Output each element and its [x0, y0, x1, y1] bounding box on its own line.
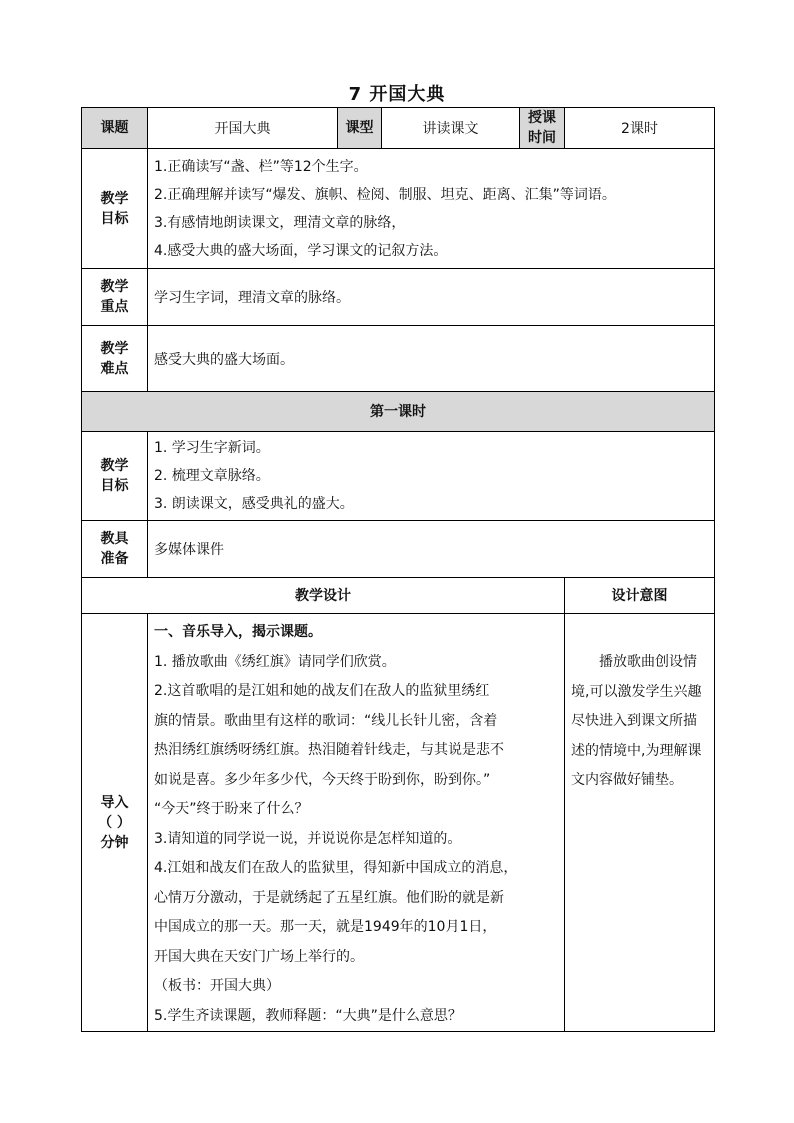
- tools-label-line1: 教具: [100, 531, 129, 547]
- lesson1-heading-row: [82, 392, 715, 432]
- design-line: 5.学生齐读课题，教师释题：“大典”是什么意思？: [154, 1007, 462, 1024]
- design-line: 旗的情景。歌曲里有这样的歌词：“线儿长针儿密，含着: [154, 712, 498, 729]
- design-header-row: [82, 578, 715, 614]
- design-line: 2.这首歌唱的是江姐和她的战友们在敌人的监狱里绣红: [154, 683, 490, 699]
- lesson1-goals-label-line1: 教学: [100, 458, 129, 474]
- difficulties-label-line1: 教学: [100, 340, 129, 357]
- time-value: 2课时: [565, 108, 715, 149]
- key-points-text: 学习生字词，理清文章的脉络。: [148, 269, 715, 326]
- design-content: [148, 614, 565, 1032]
- design-line: 热泪绣红旗绣呀绣红旗。热泪随着针线走，与其说是悲不: [154, 742, 504, 758]
- design-line: 开国大典在天安门广场上举行的。: [154, 948, 364, 965]
- design-line: 3.请知道的同学说一说，并说说你是怎样知道的。: [154, 830, 462, 847]
- design-line: “今天”终于盼来了什么？: [154, 801, 309, 817]
- design-body-row: [82, 614, 715, 1032]
- difficulties-label: [82, 326, 148, 392]
- design-line: 1. 播放歌曲《绣红旗》请同学们欣赏。: [154, 653, 396, 670]
- time-label-line1: 授课: [528, 110, 556, 126]
- key-points-label-line1: 教学: [100, 279, 129, 295]
- time-label: [520, 108, 565, 149]
- goal-item: 2.正确理解并读写“爆发、旗帜、检阅、制服、坦克、距离、汇集”等词语。: [154, 186, 616, 203]
- design-line: （板书：开国大典）: [154, 978, 280, 994]
- goal-item: 4.感受大典的盛大场面，学习课文的记叙方法。: [154, 242, 448, 259]
- lesson1-goals-content: [148, 432, 715, 521]
- time-label-line2: 时间: [528, 130, 556, 146]
- key-points-label-line2: 重点: [100, 299, 129, 315]
- tools-text: 多媒体课件: [148, 521, 715, 578]
- goal-item: 3.有感情地朗读课文，理清文章的脉络，: [154, 214, 406, 231]
- intro-label-line3: 分钟: [100, 834, 129, 851]
- design-line: 中国成立的那一天。那一天，就是1949年的10月1日，: [154, 919, 497, 935]
- difficulties-text: 感受大典的盛大场面。: [148, 326, 715, 392]
- type-value: 讲读课文: [382, 108, 520, 149]
- design-column-title: 教学设计: [82, 578, 565, 614]
- design-intent-text: 播放歌曲创设情境,可以激发学生兴趣尽快进入到课文所描述的情境中,为理解课文内容做好铺垫。: [565, 614, 715, 1032]
- lesson1-goal-item: 3. 朗读课文，感受典礼的盛大。: [154, 496, 354, 512]
- page-title: 7 开国大典: [348, 84, 446, 105]
- tools-label: [82, 521, 148, 578]
- key-points-label: [82, 269, 148, 326]
- design-line: 4.江姐和战友们在敌人的监狱里，得知新中国成立的消息，: [154, 860, 518, 876]
- lesson1-goals-label-line2: 目标: [100, 478, 129, 494]
- lesson1-goal-item: 2. 梳理文章脉络。: [154, 468, 270, 484]
- tools-label-line2: 准备: [100, 551, 129, 567]
- lesson-plan-table: [81, 107, 715, 1032]
- goals-label: [82, 149, 148, 269]
- design-line: 如说是喜。多少年多少代，今天终于盼到你，盼到你。”: [154, 771, 491, 788]
- lesson1-goals-row: [82, 432, 715, 521]
- design-section-heading: 一、音乐导入，揭示课题。: [154, 624, 322, 640]
- goals-label-line1: 教学: [100, 190, 129, 207]
- key-points-row: [82, 269, 715, 326]
- goals-row: [82, 149, 715, 269]
- intro-label-line2: （ ）: [98, 814, 131, 831]
- tools-row: [82, 521, 715, 578]
- topic-label: 课题: [82, 108, 148, 149]
- difficulties-row: [82, 326, 715, 392]
- lesson1-goals-label: [82, 432, 148, 521]
- intro-section-label: [82, 614, 148, 1032]
- topic-value: 开国大典: [148, 108, 338, 149]
- intent-column-title: 设计意图: [565, 578, 715, 614]
- goal-item: 1.正确读写“盏、栏”等12个生字。: [154, 158, 368, 175]
- intro-label-line1: 导入: [100, 794, 129, 811]
- goals-label-line2: 目标: [100, 210, 129, 227]
- goals-content: [148, 149, 715, 269]
- difficulties-label-line2: 难点: [100, 360, 129, 377]
- lesson1-heading: 第一课时: [82, 392, 715, 432]
- lesson1-goal-item: 1. 学习生字新词。: [154, 440, 270, 456]
- design-line: 心情万分激动，于是就绣起了五星红旗。他们盼的就是新: [154, 889, 504, 906]
- type-label: 课型: [338, 108, 382, 149]
- header-row: [82, 108, 715, 149]
